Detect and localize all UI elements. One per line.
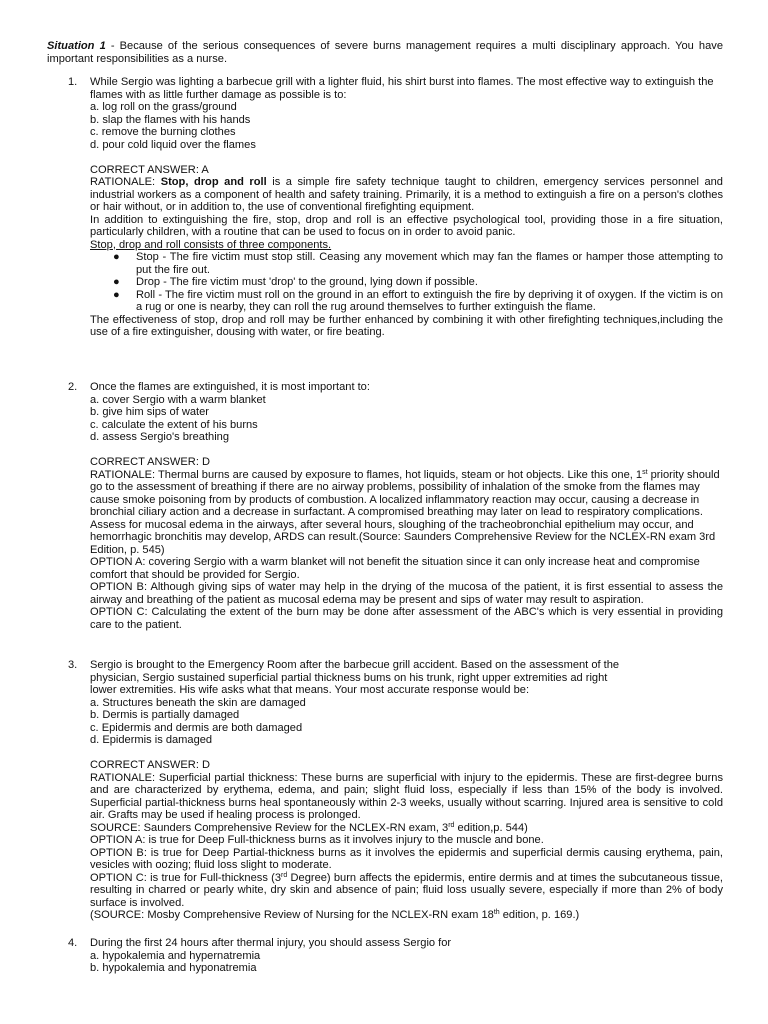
bullet-stop: [90, 251, 723, 276]
question-3: [68, 659, 723, 922]
option-a: a. hypokalemia and hypernatremia: [90, 949, 261, 962]
components-heading-text: Stop, drop and roll consists of three components.: [90, 238, 332, 251]
source-2: [90, 909, 723, 922]
rationale-paragraph-2: In addition to extinguishing the fire, stop, drop and roll is an effective psychological tool, providing those in a fire situation, particularly children, with a routine that can be used to focus on in order to avoid panic.: [90, 213, 723, 238]
bullet-text: Roll - The fire victim must roll on the ground in an effort to extinguish the fire by depriving it of oxygen. If the victim is on a rug or one is nearby, they can roll the rug around themselves to further extinguish the flame.: [136, 288, 723, 313]
question-2: [68, 381, 723, 631]
option-b: b. give him sips of water: [90, 406, 209, 418]
option-a: a. cover Sergio with a warm blanket: [90, 393, 266, 406]
rationale-text-cont: priority should go to the assessment of breathing if there are no airway problems, possibility of inhalation of the smoke from the flames may cause smoke poisoning from by products of combustion. A localized inflammatory reaction may occur, causing a decrease in bronchial ciliary action and a decrease in surfactant. A compromised breathing may later on lead to respiratory complications. Assess for mucosal edema in the airways, after several hours, sloughing of the tracheobronchial epithelium may occur, and hemorrhagic bronchitis may develop, ARDS can result.(Source: Saunders Comprehensive Review for the NCLEX-RN exam 3rd Edition, p. 545): [90, 468, 720, 556]
rationale: [90, 176, 723, 214]
rationale-label: RATIONALE:: [90, 176, 161, 188]
rationale-term: Stop, drop and roll: [160, 176, 267, 188]
question-stem: While Sergio was lighting a barbecue grill with a lighter fluid, his shirt burst into flames. The most effective way to extinguish the flames with as little further damage as possible is to:: [90, 76, 714, 101]
question-stem-line-3: lower extremities. His wife asks what that means. Your most accurate response would be:: [90, 684, 530, 696]
correct-answer: CORRECT ANSWER: D: [90, 456, 210, 468]
situation-intro: [47, 40, 723, 65]
superscript: st: [642, 468, 648, 476]
superscript: rd: [448, 821, 455, 829]
bullet-drop: [90, 276, 723, 289]
option-b: b. slap the flames with his hands: [90, 113, 251, 126]
option-b: b. Dermis is partially damaged: [90, 709, 240, 721]
question-stem-line-2: physician, Sergio sustained superficial partial thickness bums on his trunk, right upper extremities ad right: [90, 671, 608, 684]
option-a: a. Structures beneath the skin are damaged: [90, 696, 306, 709]
superscript: rd: [281, 871, 288, 879]
question-number: 1.: [68, 76, 78, 88]
rationale: RATIONALE: Superficial partial thickness: These burns are superficial with injury to the epidermis. These are first-degree burns and are characterized by erythema, edema, and pain; slight fluid loss, especially if less than 15% of the body is involved. Superficial partial-thickness burns heal spontaneously within 2-3 weeks, usually without scarring. Injured area is sensitive to cold air. Grafts may be used if healing process is prolonged.: [90, 771, 723, 821]
question-number: 3.: [68, 659, 78, 671]
option-d: d. pour cold liquid over the flames: [90, 138, 256, 151]
bullet-text: Drop - The fire victim must 'drop' to the ground, lying down if possible.: [136, 276, 478, 288]
bullet-roll: [90, 289, 723, 314]
rationale: [90, 469, 723, 557]
source-text: SOURCE: Saunders Comprehensive Review for the NCLEX-RN exam, 3: [90, 821, 449, 834]
option-d: d. assess Sergio's breathing: [90, 431, 230, 443]
correct-answer: CORRECT ANSWER: D: [90, 759, 210, 771]
question-stem: During the first 24 hours after thermal injury, you should assess Sergio for: [90, 937, 452, 949]
option-b-explanation: OPTION B: is true for Deep Partial-thickness burns as it involves the epidermis and superficial dermis causing erythema, pain, vesicles with oozing; fluid loss slight to moderate.: [90, 846, 723, 871]
option-a-explanation: OPTION A: covering Sergio with a warm blanket will not benefit the situation since it can only increase heat and compromise comfort that should be provided for Sergio.: [90, 556, 700, 581]
option-c-explanation: [90, 872, 723, 910]
question-1: [68, 76, 723, 339]
option-a-explanation: OPTION A: is true for Deep Full-thickness burns as it involves injury to the muscle and bone.: [90, 834, 544, 846]
superscript: th: [493, 909, 500, 916]
option-c-text: OPTION C: is true for Full-thickness (3: [90, 871, 282, 884]
rationale-text: is a simple fire safety technique taught to children, emergency services personnel and industrial workers as a component of health and safety training. Primarily, it is a method to extinguish a fire on a person's clothes or hair without, or in addition to, the use of conventional firefighting equipment.: [90, 176, 723, 213]
option-c-explanation: OPTION C: Calculating the extent of the burn may be done after assessment of the ABC's which is very essential in providing care to the patient.: [90, 606, 723, 631]
question-number: 2.: [68, 381, 78, 393]
option-a: a. log roll on the grass/ground: [90, 101, 237, 113]
source-text-cont: edition,p. 544): [454, 821, 528, 834]
option-c: c. calculate the extent of his burns: [90, 418, 258, 431]
source-1: [90, 822, 723, 835]
correct-answer: CORRECT ANSWER: A: [90, 163, 209, 176]
rationale-text: RATIONALE: Thermal burns are caused by exposure to flames, hot liquids, steam or hot objects. Like this one, 1: [90, 468, 643, 481]
source-text-cont: edition, p. 169.): [499, 909, 580, 921]
option-c-text-cont: Degree) burn affects the epidermis, entire dermis and at times the subcutaneous tissue, resulting in charred or pearly white, dry skin and absence of pain; fluid loss usually severe, especially if more than 2% of body surface is involved.: [90, 871, 724, 909]
source-text: (SOURCE: Mosby Comprehensive Review of Nursing for the NCLEX-RN exam 18: [90, 909, 494, 921]
situation-text: - Because of the serious consequences of severe burns management requires a multi disciplinary approach. You have important responsibilities as a nurse.: [47, 40, 723, 65]
option-c: c. remove the burning clothes: [90, 126, 236, 138]
components-heading: [90, 239, 723, 252]
question-number: 4.: [68, 937, 78, 949]
question-stem: Once the flames are extinguished, it is most important to:: [90, 381, 370, 393]
bullet-text: Stop - The fire victim must stop still. Ceasing any movement which may fan the flames or hamper those attempting to put the fire out.: [136, 251, 723, 276]
bullet-icon: ●: [113, 251, 120, 263]
situation-title: Situation 1: [47, 40, 106, 52]
option-c: c. Epidermis and dermis are both damaged: [90, 721, 303, 734]
question-stem-line-1: Sergio is brought to the Emergency Room after the barbecue grill accident. Based on the assessment of the: [90, 659, 620, 671]
closing-paragraph: The effectiveness of stop, drop and roll may be further enhanced by combining it with other firefighting techniques,including the use of a fire extinguisher, dousing with water, or fire beating.: [90, 313, 723, 338]
option-b-explanation: OPTION B: Although giving sips of water may help in the drying of the mucosa of the patient, it is first essential to assess the airway and breathing of the patient as mucosal edema may be present and sips of water may result to aspiration.: [90, 581, 723, 606]
option-d: d. Epidermis is damaged: [90, 734, 213, 746]
bullet-icon: ●: [113, 276, 120, 288]
option-b: b. hypokalemia and hyponatremia: [90, 962, 257, 974]
question-4: [68, 937, 723, 975]
bullet-icon: ●: [113, 288, 120, 301]
